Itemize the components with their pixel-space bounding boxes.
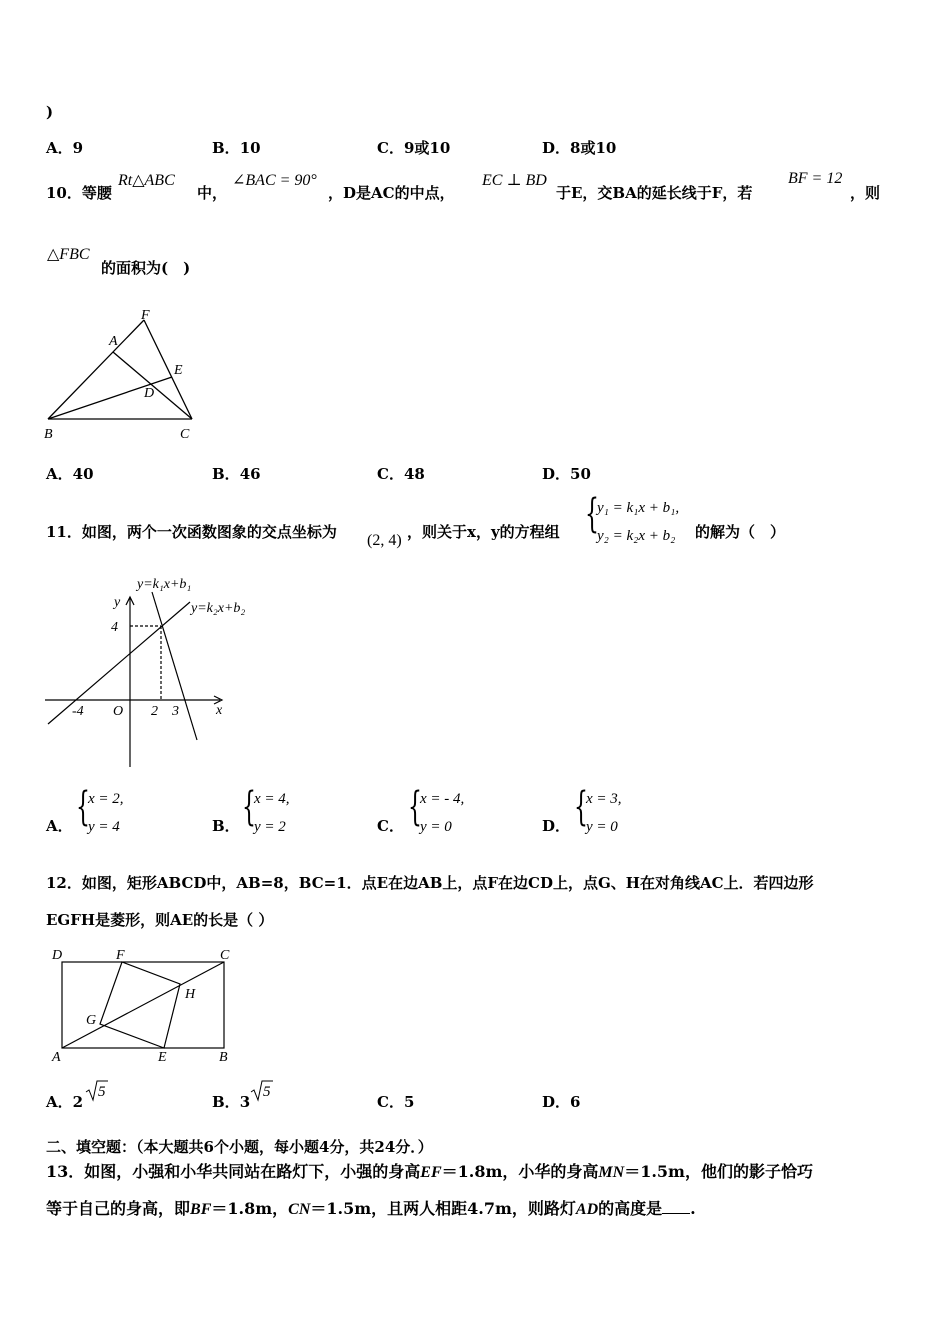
q11-system-brace: {	[585, 491, 599, 537]
q10-question: 的面积为( )	[101, 259, 191, 277]
svg-text:5: 5	[263, 1084, 271, 1100]
q11-eq1: y₁ = k₁x + b₁,	[597, 500, 680, 516]
q9-option-a[interactable]: A．9	[46, 139, 84, 157]
q10-label-b: B	[44, 427, 53, 442]
q10-text-then: ，则	[850, 184, 881, 202]
q11-option-d-letter: D．	[542, 817, 571, 835]
q12-label-e: E	[158, 1050, 167, 1065]
q11-option-b-y: y = 2	[254, 819, 286, 835]
q12-option-a-label: A．2	[46, 1093, 84, 1111]
q11-option-a-y: y = 4	[88, 819, 120, 835]
tick-x-2: 2	[151, 704, 158, 719]
q11-graph	[40, 572, 270, 772]
q11-question: 的解为（ ）	[695, 523, 786, 541]
q10-label-c: C	[180, 427, 190, 442]
answer-blank[interactable]	[662, 1199, 690, 1214]
q10-option-a[interactable]: A．40	[46, 465, 94, 483]
q11-option-b-x: x = 4,	[254, 791, 290, 807]
diagonal-ac	[62, 962, 224, 1048]
q13-line2: 等于自己的身高，即BF＝1.8m，CN＝1.5m，且两人相距4.7m，则路灯AD的高度是 .	[46, 1199, 696, 1218]
q12-option-c[interactable]: C．5	[377, 1093, 415, 1111]
q11-option-d-x: x = 3,	[586, 791, 622, 807]
q10-angle: ∠BAC = 90°	[232, 172, 317, 189]
sqrt-icon	[85, 1080, 109, 1102]
q12-stem-line2: EGFH是菱形，则AE的长是（ ）	[46, 911, 274, 929]
q10-perpendicular: EC ⊥ BD	[482, 172, 547, 189]
q11-option-c-x: x = - 4,	[420, 791, 465, 807]
q12-option-d[interactable]: D．6	[542, 1093, 581, 1111]
svg-text:5: 5	[98, 1084, 106, 1100]
q11-option-b-letter: B．	[212, 817, 240, 835]
q11-option-a-letter: A．	[46, 817, 73, 835]
q10-label-f: F	[141, 308, 150, 323]
label-y: y	[114, 595, 121, 610]
previous-question-fragment: )	[46, 103, 54, 121]
label-line2: y=k₂x+b₂	[191, 601, 246, 616]
q10-rt-triangle: Rt△ABC	[118, 172, 175, 189]
q9-option-b[interactable]: B．10	[212, 139, 261, 157]
q10-text-mid: ，D是AC的中点，	[328, 184, 455, 202]
brace-icon: {	[408, 784, 422, 830]
tick-x-neg4: -4	[72, 704, 84, 719]
q10-text-rest: 于E，交BA的延长线于F，若	[556, 184, 753, 202]
q10-bf: BF = 12	[788, 170, 843, 187]
q9-option-c[interactable]: C．9或10	[377, 139, 451, 157]
q12-label-g: G	[86, 1013, 97, 1028]
label-x: x	[216, 703, 223, 718]
q12-label-b: B	[219, 1050, 228, 1065]
q10-segment-bf	[48, 320, 144, 419]
q13-line1: 13．如图，小强和小华共同站在路灯下，小强的身高EF＝1.8m，小华的身高MN＝1.5m，他们的影子恰巧	[46, 1162, 813, 1181]
sqrt-icon	[250, 1080, 274, 1102]
label-origin: O	[113, 704, 124, 719]
q10-figure	[40, 305, 210, 445]
q12-stem-line1: 12．如图，矩形ABCD中，AB=8，BC=1．点E在边AB上，点F在边CD上，点G、H在对角线AC上．若四边形	[46, 874, 814, 892]
q12-label-c: C	[220, 948, 230, 963]
q11-option-d-y: y = 0	[586, 819, 618, 835]
q12-label-a: A	[52, 1050, 61, 1065]
q12-figure	[40, 942, 250, 1072]
q11-point: (2, 4)	[367, 532, 402, 549]
q10-option-b[interactable]: B．46	[212, 465, 261, 483]
q9-option-d[interactable]: D．8或10	[542, 139, 617, 157]
tick-x-3: 3	[172, 704, 179, 719]
q11-text-2: ，则关于x，y的方程组	[407, 523, 560, 541]
section-heading-fill-in: 二、填空题：（本大题共6个小题，每小题4分，共24分．）	[46, 1138, 433, 1156]
q11-option-c-letter: C．	[377, 817, 404, 835]
q10-text: 中，	[197, 184, 228, 202]
q12-label-d: D	[52, 948, 63, 963]
q10-option-c[interactable]: C．48	[377, 465, 425, 483]
q11-option-a-x: x = 2,	[88, 791, 124, 807]
q10-label-d: D	[144, 386, 155, 401]
brace-icon: {	[76, 784, 90, 830]
q12-option-b-label: B．3	[212, 1093, 251, 1111]
brace-icon: {	[242, 784, 256, 830]
q10-number: 10．等腰	[46, 184, 112, 202]
tick-y-4: 4	[111, 620, 118, 635]
label-line1: y=k₁x+b₁	[137, 577, 192, 592]
q11-option-c-y: y = 0	[420, 819, 452, 835]
rhombus-egfh	[100, 962, 180, 1048]
q10-option-d[interactable]: D．50	[542, 465, 591, 483]
q12-label-h: H	[185, 987, 196, 1002]
q10-triangle-fbc: △FBC	[47, 246, 90, 263]
brace-icon: {	[574, 784, 588, 830]
q10-segment-fc	[144, 320, 192, 419]
q11-text: 11．如图，两个一次函数图象的交点坐标为	[46, 523, 337, 541]
q10-label-a: A	[109, 334, 118, 349]
q11-eq2: y₂ = k₂x + b₂	[597, 528, 676, 544]
q12-label-f: F	[116, 948, 125, 963]
q10-label-e: E	[174, 363, 183, 378]
